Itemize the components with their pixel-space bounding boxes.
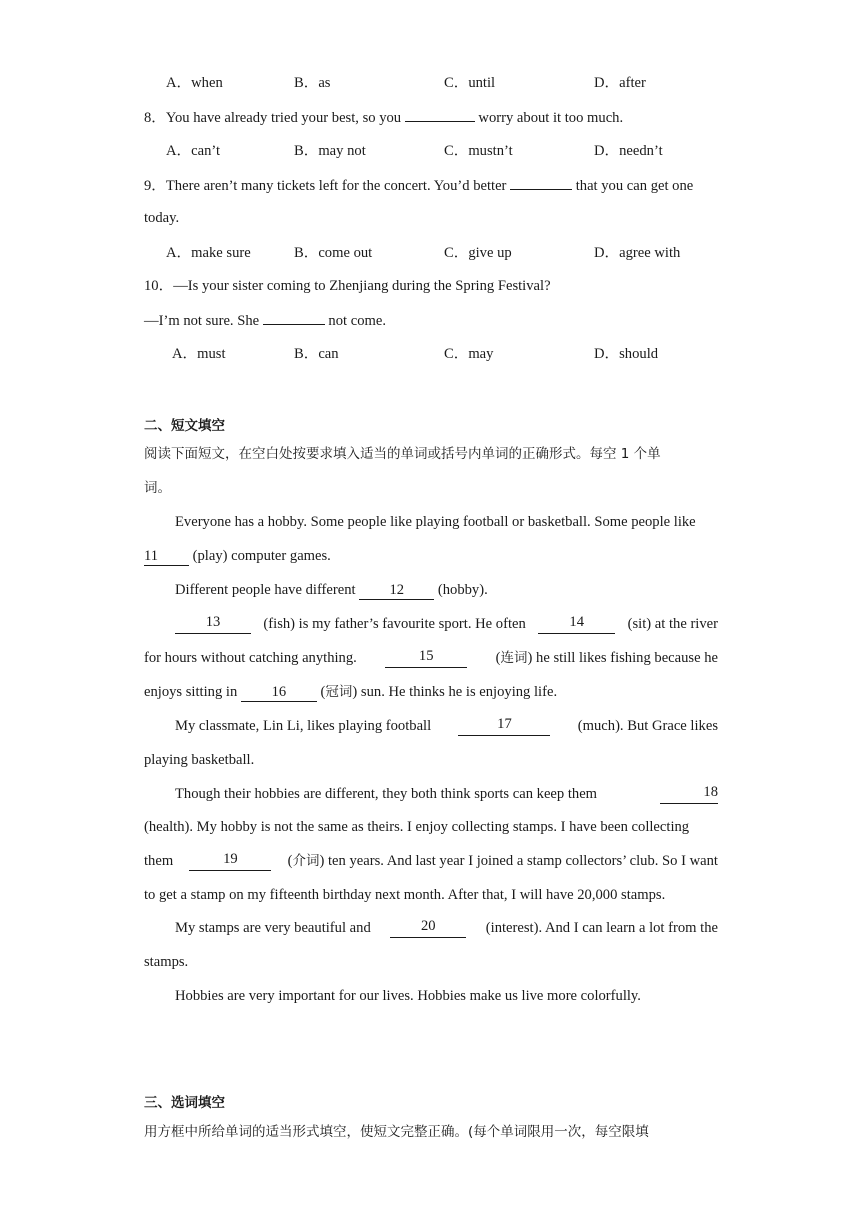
p3-l2-hint: (连词) he still likes fishing because he <box>495 650 718 666</box>
p3-l2-text: for hours without catching anything. <box>144 650 357 666</box>
p4-text-a: My classmate, Lin Li, likes playing football <box>175 718 432 734</box>
passage-p1-line1: Everyone has a hobby. Some people like playing football or basketball. Some people like <box>175 514 696 530</box>
blank-20[interactable]: 20 <box>390 918 466 938</box>
p3-l3-text: enjoys sitting in <box>144 684 241 700</box>
section-3-instruction: 用方框中所给单词的适当形式填空，使短文完整正确。(每个单词限用一次，每空限填 <box>144 1124 649 1140</box>
p6-text-a: My stamps are very beautiful and <box>175 920 371 936</box>
blank-14[interactable]: 14 <box>538 614 615 634</box>
q10-option-c[interactable]: C．may <box>444 346 494 362</box>
p5-l3-text: them <box>144 853 174 869</box>
q10-blank <box>263 310 325 325</box>
blank-17[interactable]: 17 <box>458 716 550 736</box>
section-2-heading: 二、短文填空 <box>144 418 225 434</box>
q10-text-end: not come. <box>324 313 386 329</box>
passage-p3-line1 <box>175 614 718 634</box>
passage-p6-line2: stamps. <box>144 954 189 970</box>
p4-text-b: (much). But Grace likes <box>577 718 718 734</box>
passage-p3-line2 <box>144 648 718 668</box>
p3-text-a: (fish) is my father’s favourite sport. He often <box>263 616 526 632</box>
q7-option-b[interactable]: B．as <box>294 75 331 91</box>
q10-text: —I’m not sure. She <box>144 313 263 329</box>
passage-p5-line2: (health). My hobby is not the same as theirs. I enjoy collecting stamps. I have been collecting <box>144 819 690 835</box>
p2-text: Different people have different <box>175 582 360 598</box>
section-2-instruction-end: 词。 <box>144 480 171 496</box>
q10-option-b[interactable]: B．can <box>294 346 339 362</box>
q9-option-a[interactable]: A．make sure <box>166 245 251 261</box>
q9-text-end: that you can get one <box>572 178 694 194</box>
p5-l3-hint: (介词) ten years. And last year I joined a stamp collectors’ club. So I want <box>287 853 718 869</box>
blank-19[interactable]: 19 <box>189 851 271 871</box>
blank-11[interactable]: 11 <box>144 548 189 566</box>
q10-option-a[interactable]: A．must <box>172 346 226 362</box>
q9-options <box>0 243 860 263</box>
q10-options <box>0 344 860 364</box>
p1-text: (play) computer games. <box>189 548 331 564</box>
q8-option-c[interactable]: C．mustn’t <box>444 143 513 159</box>
q7-option-c[interactable]: C．until <box>444 75 496 91</box>
question-10-reply <box>144 310 386 331</box>
q8-options <box>0 141 860 161</box>
q9-option-b[interactable]: B．come out <box>294 245 373 261</box>
passage-p5-line3 <box>144 851 718 871</box>
q8-option-d[interactable]: D．needn’t <box>594 143 663 159</box>
passage-p5-line1 <box>175 784 718 804</box>
q9-blank <box>510 175 572 190</box>
question-9 <box>144 175 693 196</box>
p6-text-b: (interest). And I can learn a lot from the <box>485 920 718 936</box>
q8-text: 8．You have already tried your best, so you <box>144 110 405 126</box>
passage-p4-line2: playing basketball. <box>144 752 255 768</box>
p3-l3-hint: 冠词 <box>325 684 353 700</box>
blank-15[interactable]: 15 <box>385 648 467 668</box>
section-2-instruction: 阅读下面短文，在空白处按要求填入适当的单词或括号内单词的正确形式。每空 1 个单 <box>144 446 661 462</box>
q7-option-a[interactable]: A．when <box>166 75 223 91</box>
p2-text-end: (hobby). <box>434 582 488 598</box>
q8-option-b[interactable]: B．may not <box>294 143 366 159</box>
q7-option-d[interactable]: D．after <box>594 75 646 91</box>
q9-option-c[interactable]: C．give up <box>444 245 512 261</box>
passage-p6-line1 <box>175 918 718 938</box>
q9-option-d[interactable]: D．agree with <box>594 245 681 261</box>
p3-l3-text-end: ) sun. He thinks he is enjoying life. <box>352 684 558 700</box>
blank-16[interactable]: 16 <box>241 684 317 702</box>
passage-p4-line1 <box>175 716 718 736</box>
blank-13[interactable]: 13 <box>175 614 251 634</box>
passage-p3-line3: enjoys sitting in 16 (冠词) sun. He thinks he is enjoying life. <box>144 684 558 700</box>
p3-text-b: (sit) at the river <box>627 616 718 632</box>
passage-p1-line2 <box>144 546 331 566</box>
q8-blank <box>405 107 475 122</box>
question-8 <box>144 107 623 128</box>
p5-text-a: Though their hobbies are different, they both think sports can keep them <box>175 786 598 802</box>
q7-options <box>0 73 860 93</box>
blank-12[interactable]: 12 <box>359 582 434 600</box>
passage-p7: Hobbies are very important for our lives. Hobbies make us live more colorfully. <box>175 988 641 1004</box>
section-3-heading: 三、选词填空 <box>144 1095 225 1111</box>
q10-option-d[interactable]: D．should <box>594 346 659 362</box>
passage-p2 <box>175 580 488 600</box>
q9-text: 9．There aren’t many tickets left for the concert. You’d better <box>144 178 511 194</box>
q8-text-end: worry about it too much. <box>474 110 624 126</box>
q8-option-a[interactable]: A．can’t <box>166 143 221 159</box>
passage-p5-line4: to get a stamp on my fifteenth birthday next month. After that, I will have 20,000 stamps. <box>144 887 666 903</box>
question-10: 10．—Is your sister coming to Zhenjiang during the Spring Festival? <box>144 278 551 294</box>
q9-line-2: today. <box>144 210 180 226</box>
blank-18[interactable]: 18 <box>660 784 718 804</box>
